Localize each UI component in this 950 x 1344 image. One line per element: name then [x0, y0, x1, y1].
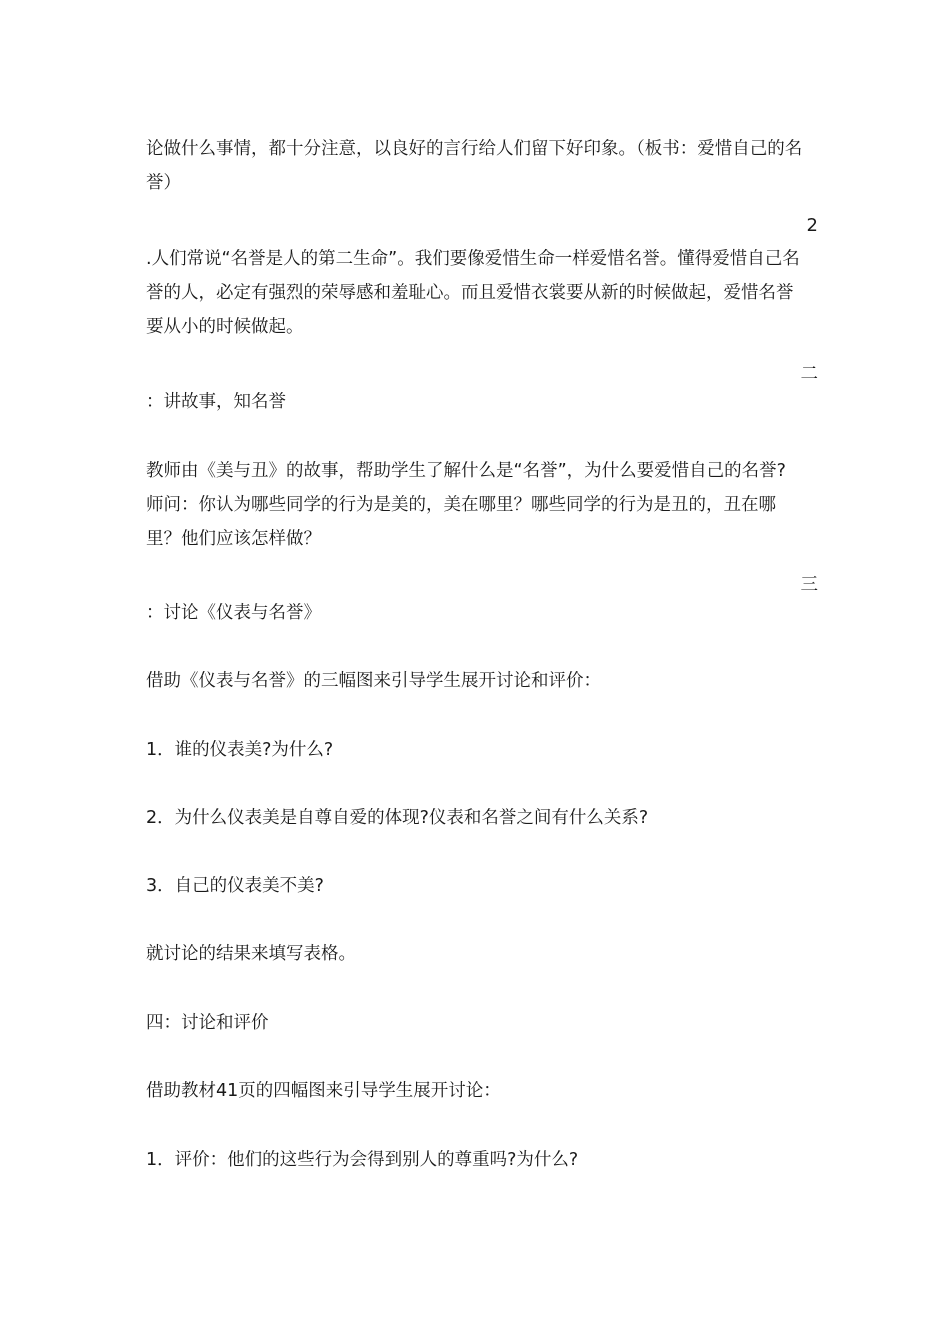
- question-3: 3．自己的仪表美不美?: [146, 876, 324, 896]
- heading-discussion: ：讨论《仪表与名誉》: [146, 603, 321, 623]
- question-1: 1．谁的仪表美?为什么?: [146, 740, 334, 760]
- section-number-2: 2: [806, 215, 818, 236]
- paragraph-three-pictures: 借助《仪表与名誉》的三幅图来引导学生展开讨论和评价：: [146, 671, 601, 691]
- heading-evaluation: 四：讨论和评价: [146, 1013, 269, 1033]
- paragraph-reputation: .人们常说“名誉是人的第二生命”。我们要像爱惜生命一样爱惜名誉。懂得爱惜自己名誉的人，必定有强烈的荣辱感和羞耻心。而且爱惜衣裳要从新的时候做起，爱惜名誉要从小的时候做起。: [146, 249, 800, 337]
- section-marker-er: 二: [800, 364, 818, 384]
- paragraph-fill-table: 就讨论的结果来填写表格。: [146, 944, 356, 964]
- question-evaluate: 1．评价：他们的这些行为会得到别人的尊重吗?为什么?: [146, 1150, 579, 1170]
- heading-story: ：讲故事，知名誉: [146, 392, 286, 412]
- paragraph-intro: 论做什么事情，都十分注意，以良好的言行给人们留下好印象。（板书：爱惜自己的名誉）: [146, 139, 803, 193]
- question-2: 2．为什么仪表美是自尊自爱的体现?仪表和名誉之间有什么关系?: [146, 808, 649, 828]
- paragraph-story: 教师由《美与丑》的故事，帮助学生了解什么是“名誉”，为什么要爱惜自己的名誉? 师问：你认为哪些同学的行为是美的，美在哪里？哪些同学的行为是丑的，丑在哪里？他们应该怎样做？: [146, 461, 786, 549]
- paragraph-four-pictures: 借助教材41页的四幅图来引导学生展开讨论：: [146, 1081, 501, 1101]
- section-marker-san: 三: [800, 575, 818, 595]
